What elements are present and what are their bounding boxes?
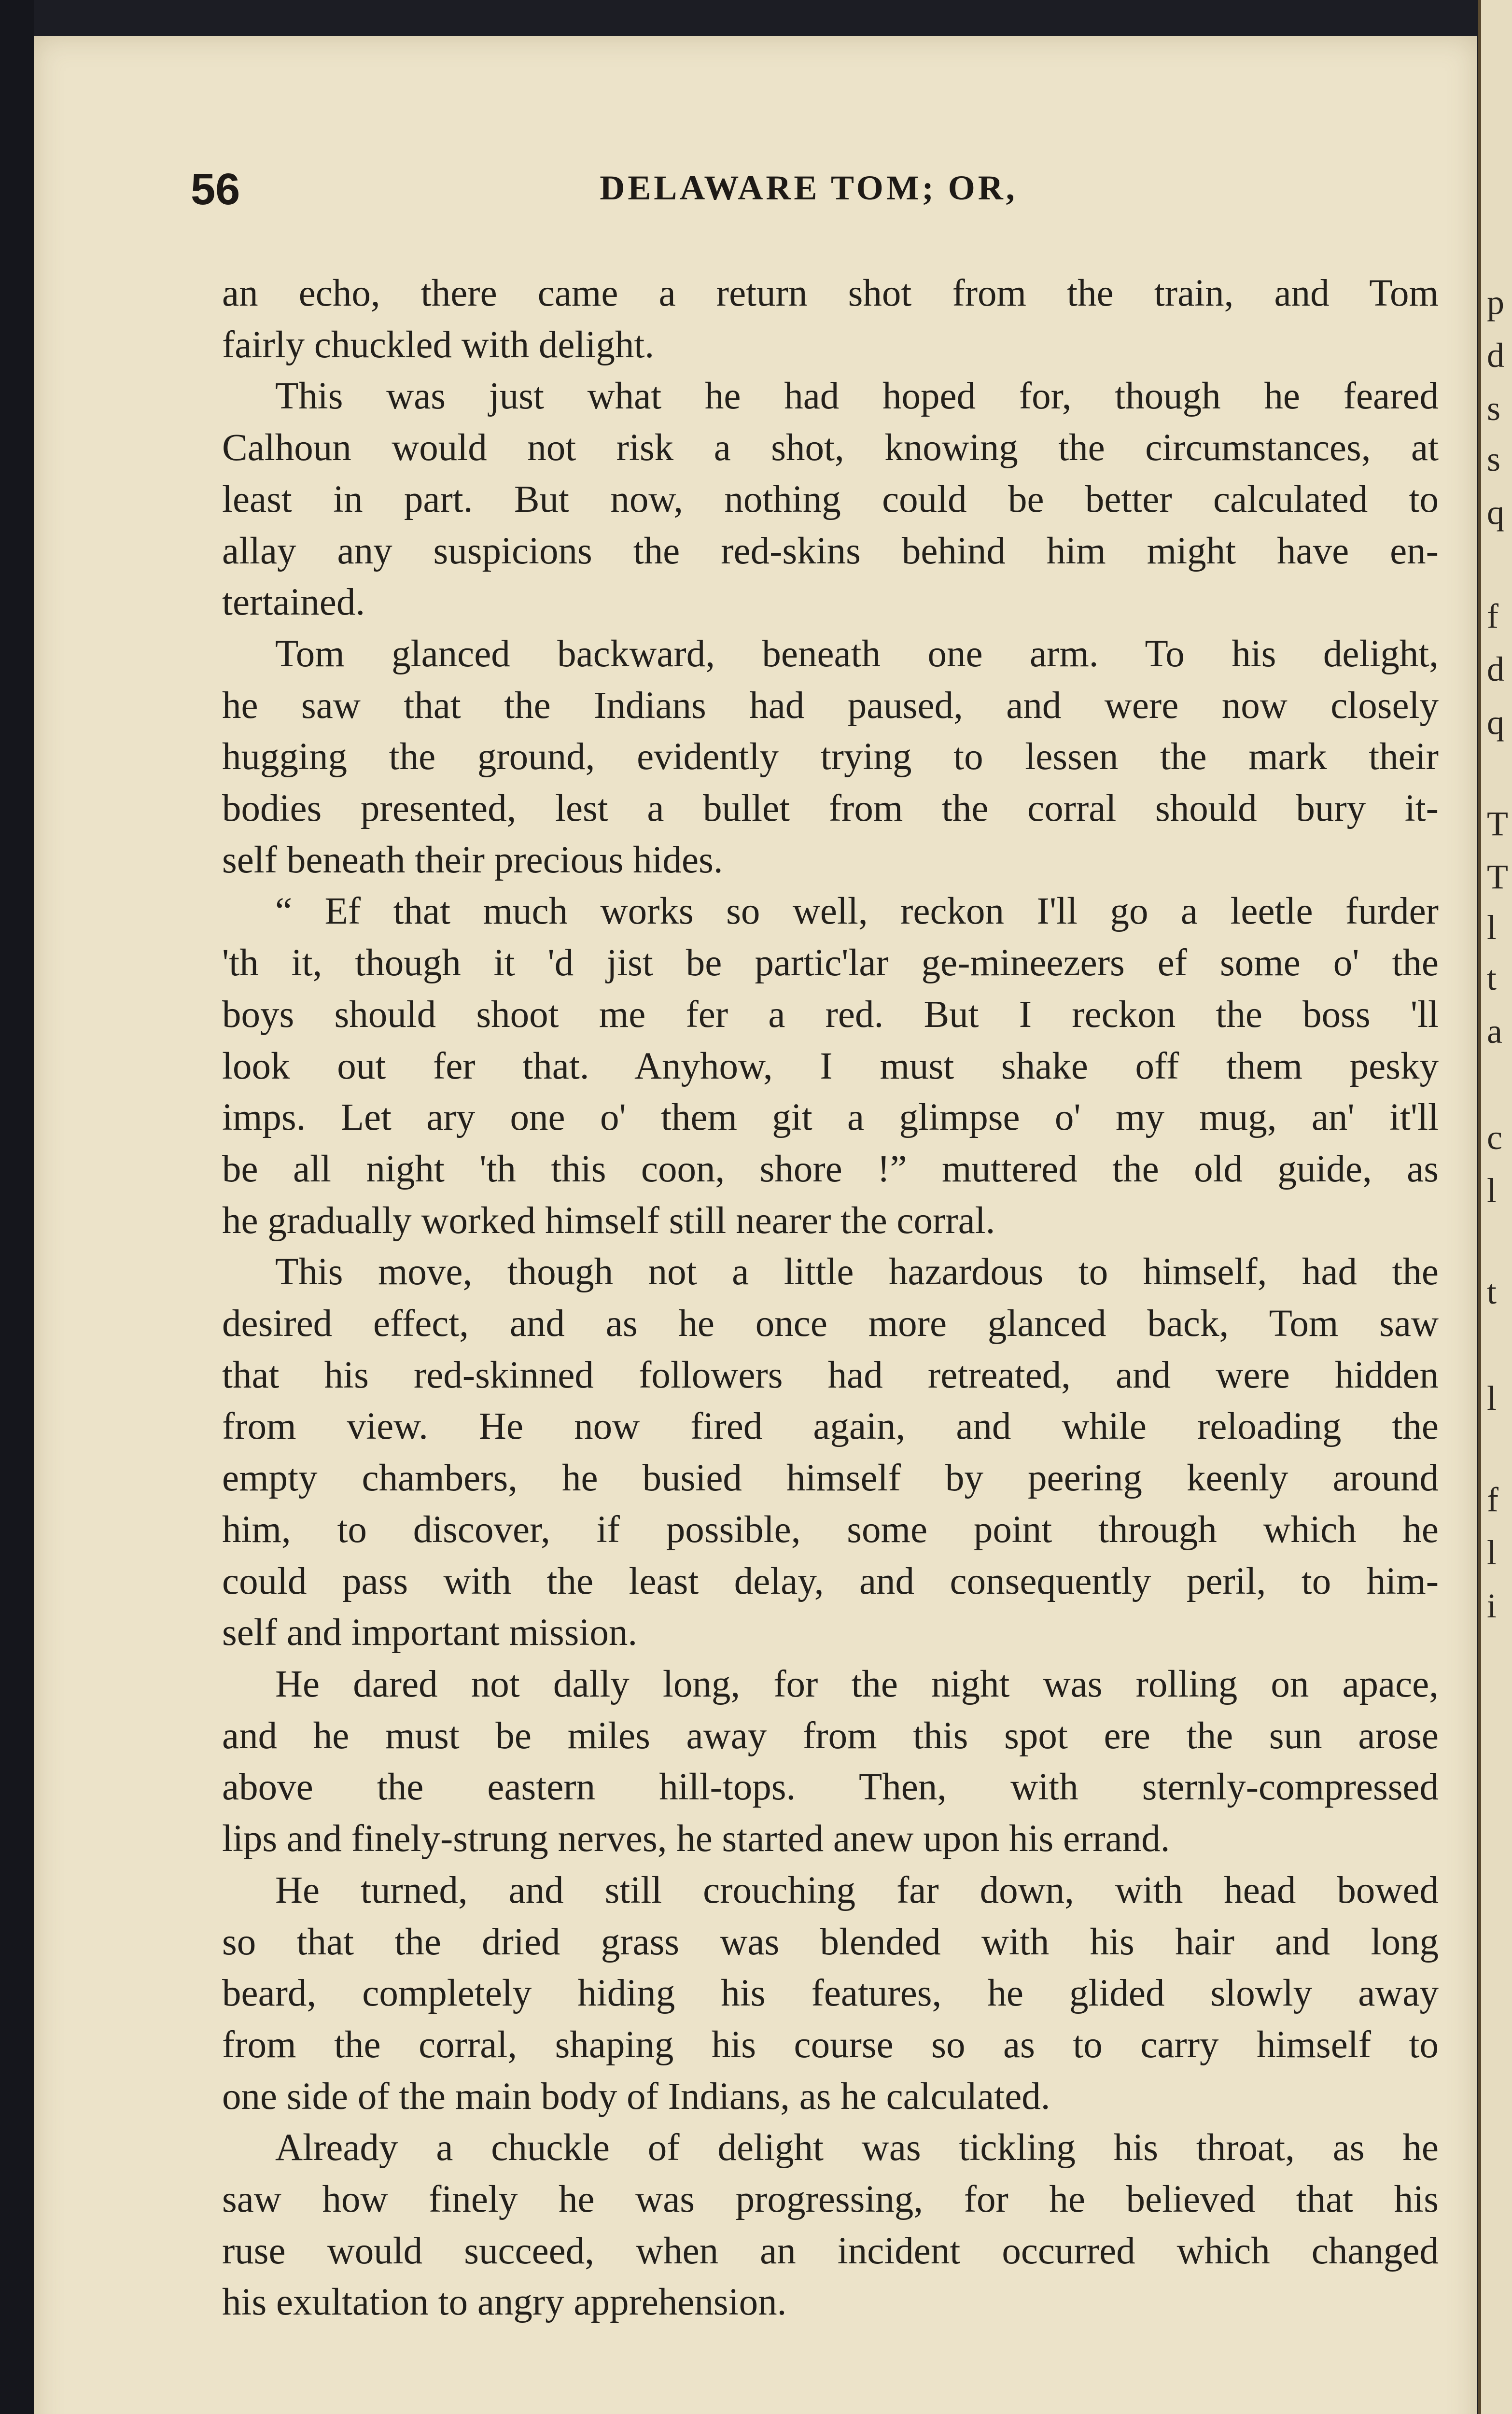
text-line: “ Ef that much works so well, reckon I'll go a leetle furder [275, 890, 1439, 933]
facing-page-fragment: l [1487, 908, 1497, 947]
text-line: desired effect, and as he once more glanced back, Tom saw [222, 1303, 1439, 1345]
facing-page-fragment: f [1487, 597, 1498, 635]
text-line: This move, though not a little hazardous to himself, had the [275, 1251, 1439, 1293]
text-line: He dared not dally long, for the night was rolling on apace, [275, 1663, 1439, 1705]
text-line: and he must be miles away from this spot ere the sun arose [222, 1714, 1439, 1757]
facing-page-edge [1478, 0, 1512, 2414]
text-line: be all night 'th this coon, shore !” muttered the old guide, as [222, 1148, 1439, 1190]
text-line: fairly chuckled with delight. [222, 323, 655, 366]
text-line: lips and finely-strung nerves, he started anew upon his errand. [222, 1818, 1170, 1860]
text-line: above the eastern hill-tops. Then, with sternly-compressed [222, 1766, 1439, 1809]
text-line: that his red-skinned followers had retreated, and were hidden [222, 1354, 1439, 1396]
facing-page-fragment: T [1487, 804, 1508, 843]
text-line: so that the dried grass was blended with his hair and long [222, 1921, 1439, 1963]
facing-page-fragment: c [1487, 1118, 1502, 1157]
facing-page-fragment: p [1487, 283, 1504, 322]
facing-page-fragment: q [1487, 493, 1504, 532]
text-line: He turned, and still crouching far down, with head bowed [275, 1869, 1439, 1911]
text-line: his exultation to angry apprehension. [222, 2281, 787, 2324]
facing-page-fragment: s [1487, 440, 1501, 478]
facing-page-fragment: l [1487, 1533, 1497, 1572]
facing-page-fragment: t [1487, 1273, 1497, 1311]
text-line: boys should shoot me fer a red. But I reckon the boss 'll [222, 993, 1439, 1036]
facing-page-fragment: d [1487, 650, 1504, 688]
text-line: tertained. [222, 581, 365, 624]
text-line: could pass with the least delay, and consequently peril, to him- [222, 1560, 1439, 1602]
running-head: DELAWARE TOM; OR, [600, 168, 1018, 207]
facing-page-fragment: s [1487, 389, 1501, 428]
text-line: an echo, there came a return shot from the train, and Tom [222, 272, 1439, 314]
facing-page-fragment: i [1487, 1586, 1497, 1625]
text-line: ruse would succeed, when an incident occurred which changed [222, 2230, 1439, 2272]
text-line: imps. Let ary one o' them git a glimpse o' my mug, an' it'll [222, 1096, 1439, 1139]
text-line: Tom glanced backward, beneath one arm. To his delight, [275, 632, 1439, 675]
text-line: look out fer that. Anyhow, I must shake off them pesky [222, 1045, 1439, 1087]
facing-page-fragment: d [1487, 336, 1504, 375]
text-line: from the corral, shaping his course so as to carry himself to [222, 2023, 1439, 2066]
body-text [222, 268, 1439, 2329]
book-gutter [0, 0, 34, 2414]
text-line: he gradually worked himself still nearer the corral. [222, 1199, 995, 1242]
text-line: allay any suspicions the red-skins behind him might have en- [222, 530, 1439, 572]
text-line: self beneath their precious hides. [222, 839, 723, 881]
facing-page-fragment: q [1487, 703, 1504, 742]
text-line: self and important mission. [222, 1612, 638, 1654]
page-number: 56 [191, 165, 240, 214]
text-line: one side of the main body of Indians, as he calculated. [222, 2075, 1050, 2118]
text-line: Calhoun would not risk a shot, knowing the circumstances, at [222, 427, 1439, 469]
text-line: beard, completely hiding his features, he glided slowly away [222, 1972, 1439, 2015]
facing-page-fragment: f [1487, 1480, 1498, 1519]
text-line: him, to discover, if possible, some point through which he [222, 1508, 1439, 1551]
text-line: Already a chuckle of delight was tickling his throat, as he [275, 2127, 1439, 2169]
text-line: from view. He now fired again, and while reloading the [222, 1405, 1439, 1448]
text-line: saw how finely he was progressing, for he believed that his [222, 2178, 1439, 2221]
text-line: empty chambers, he busied himself by peering keenly around [222, 1457, 1439, 1500]
text-line: bodies presented, lest a bullet from the corral should bury it- [222, 787, 1439, 830]
facing-page-fragment: l [1487, 1379, 1497, 1418]
text-line: hugging the ground, evidently trying to lessen the mark their [222, 736, 1439, 778]
page-header [191, 164, 1427, 217]
facing-page-fragment: T [1487, 857, 1508, 896]
facing-page-fragment: t [1487, 959, 1497, 997]
text-line: least in part. But now, nothing could be better calculated to [222, 478, 1439, 520]
text-line: he saw that the Indians had paused, and were now closely [222, 684, 1439, 727]
text-line: 'th it, though it 'd jist be partic'lar ge-mineezers ef some o' the [222, 942, 1439, 984]
facing-page-fragment: l [1487, 1171, 1497, 1210]
facing-page-fragment: a [1487, 1012, 1502, 1051]
text-line: This was just what he had hoped for, though he feared [275, 375, 1439, 418]
